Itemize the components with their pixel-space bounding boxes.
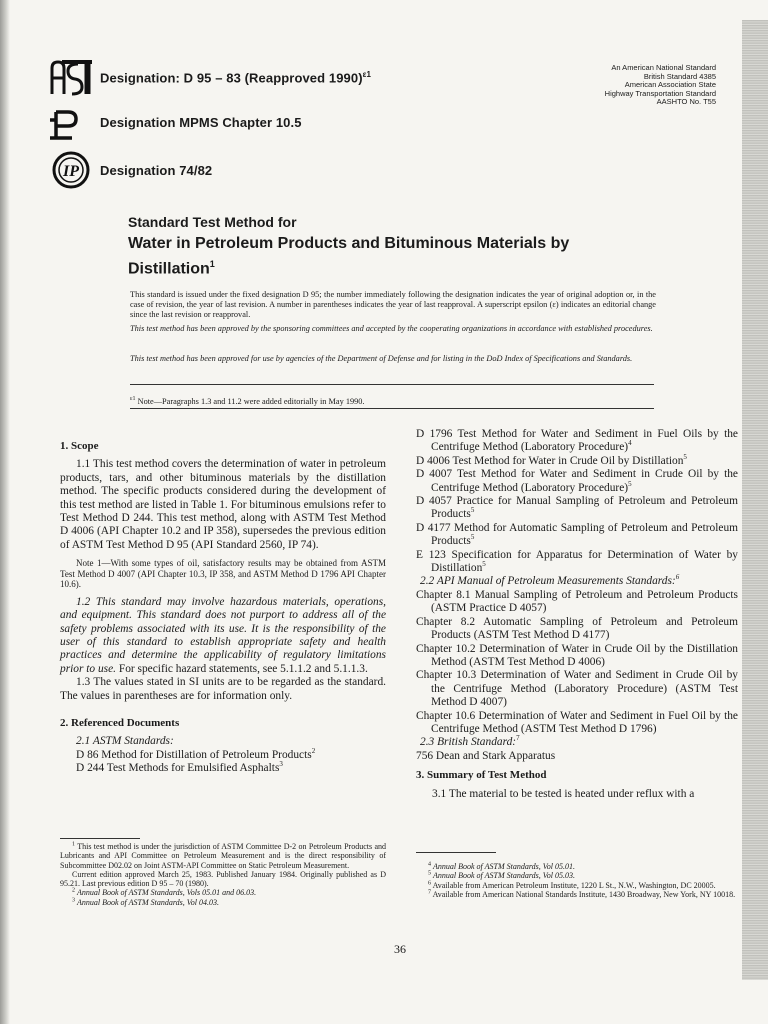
preamble-approval: This test method has been approved by the sponsoring committees and accepted by the cooperating organizations in accordance with established procedures. (130, 324, 653, 333)
astm-designation: Designation: D 95 – 83 (Reapproved 1990)$^{\varepsilon 1}$ (100, 70, 372, 86)
national-standard-line: AASHTO No. T55 (656, 97, 716, 107)
paragraph-1-2: 1.2 This standard may involve hazardous materials, operations, and equipment. This standard does not purport to address all of the safety problems associated with its use. It is the responsibility of the user of this standard to establish appropriate safety and health practices and determine the applicability of regulatory limitations prior to use. For specific hazard statements, see 5.1.1.2 and 5.1.1.3. (60, 595, 386, 675)
reference-bs756: 756 Dean and Stark Apparatus (416, 749, 556, 762)
title-line-3: Distillation$^1$ (128, 259, 215, 278)
footnote-5: $^5$ Annual Book of ASTM Standards, Vol 05.03. (428, 870, 575, 881)
section-scope-heading: 1. Scope (60, 440, 99, 452)
api-manual-subheading: 2.2 API Manual of Petroleum Measurements Standards:$^6$ (420, 573, 680, 588)
astm-logo-icon (48, 58, 94, 98)
footnotes-left (60, 842, 386, 907)
section-summary-heading: 3. Summary of Test Method (416, 769, 547, 782)
national-standard-line: An American National Standard (611, 63, 716, 72)
reference-d4057: D 4057 Practice for Manual Sampling of Petroleum and Petroleum Products$^5$ (416, 495, 738, 521)
paragraph-3-1: 3.1 The material to be tested is heated under reflux with a (432, 787, 695, 800)
scan-edge-left (0, 0, 10, 1024)
footnote-rule-left (60, 838, 140, 839)
footnote-6: $^6$ Available from American Petroleum Institute, 1220 L St., N.W., Washington, DC 20005. (428, 879, 716, 890)
footnote-rule-right (416, 852, 496, 853)
note-1: Note 1—With some types of oil, satisfactory results may be obtained from ASTM Test Method D 4007 (API Chapter 10.3, IP 358, and ASTM Method D 1796 API Chapter 10.6). (60, 558, 386, 590)
right-column (416, 428, 738, 801)
british-standard-subheading: 2.3 British Standard:$^7$ (420, 734, 520, 749)
footnotes-right (416, 862, 738, 899)
title-line-2: Water in Petroleum Products and Bituminous Materials by (128, 235, 570, 252)
national-standard-block (605, 64, 716, 107)
paragraph-1-3: 1.3 The values stated in SI units are to be regarded as the standard. The values in parentheses are for information only. (60, 676, 386, 702)
reference-d4177: D 4177 Method for Automatic Sampling of Petroleum and Petroleum Products$^5$ (416, 521, 738, 548)
editorial-note: $^{\varepsilon 1}$ Note—Paragraphs 1.3 and 11.2 were added editorially in May 1990. (130, 396, 365, 406)
api-logo-icon (46, 106, 86, 142)
preamble-paragraph: This standard is issued under the fixed designation D 95; the number immediately following the designation indicates the year of original adoption or, in the case of revision, the year of last revision. A number in parentheses indicates the year of last reapproval. A superscript epsilon (ε) indicates an editorial change since the last revision or reapproval. (130, 290, 656, 319)
reference-d4007: D 4007 Test Method for Water and Sediment in Crude Oil by the Centrifuge Method (Laboratory Procedure)$^5$ (416, 468, 738, 494)
reference-d86: D 86 Method for Distillation of Petroleum Products$^2$ (76, 747, 316, 761)
reference-chapter-8-2: Chapter 8.2 Automatic Sampling of Petroleum and Petroleum Products (ASTM Test Method D 4177) (416, 615, 738, 642)
footnote-2: $^2$ Annual Book of ASTM Standards, Vols 05.01 and 06.03. (72, 887, 257, 898)
national-standard-line: Highway Transportation Standard (604, 88, 716, 98)
reference-chapter-10-2: Chapter 10.2 Determination of Water in Crude Oil by the Distillation Method (ASTM Test Method D 4006) (416, 642, 738, 668)
reference-d1796: D 1796 Test Method for Water and Sediment in Fuel Oils by the Centrifuge Method (Laboratory Procedure)$^4$ (416, 428, 738, 454)
preamble-dod: This test method has been approved for use by agencies of the Department of Defense and for listing in the DoD Index of Specifications and Standards. (130, 354, 633, 363)
reference-chapter-8-1: Chapter 8.1 Manual Sampling of Petroleum and Petroleum Products (ASTM Practice D 4057) (416, 588, 738, 615)
title-line-1: Standard Test Method for (128, 214, 297, 230)
mpms-designation: Designation MPMS Chapter 10.5 (100, 115, 302, 130)
left-column (60, 430, 386, 776)
preamble-rule (130, 384, 654, 385)
national-standard-line: British Standard 4385 (643, 71, 716, 81)
svg-text:IP: IP (63, 163, 79, 180)
national-standard-line: American Association State (624, 80, 716, 90)
reference-chapter-10-6: Chapter 10.6 Determination of Water and Sediment in Fuel Oil by the Centrifuge Method (ASTM Test Method D 1796) (416, 709, 738, 735)
footnote-4: $^4$ Annual Book of ASTM Standards, Vol 05.01. (428, 861, 575, 871)
ip-designation: Designation 74/82 (100, 163, 213, 178)
reference-d244: D 244 Test Methods for Emulsified Asphalts$^3$ (76, 760, 283, 775)
footnote-1-edition: Current edition approved March 25, 1983. Published January 1984. Originally published as D 95.21. Last previous edition D 95 – 70 (1980). (60, 869, 386, 889)
preamble-rule-bottom (130, 408, 654, 409)
reference-d4006: D 4006 Test Method for Water in Crude Oil by Distillation$^5$ (416, 453, 687, 467)
astm-standards-subheading: 2.1 ASTM Standards: (76, 735, 174, 748)
scan-edge-right (742, 20, 768, 980)
footnote-7: $^7$ Available from American National Standards Institute, 1430 Broadway, New York, NY 10018. (428, 889, 736, 899)
reference-chapter-10-3: Chapter 10.3 Determination of Water and Sediment in Crude Oil by the Centrifuge Method (Laboratory Procedure) (ASTM Test Method D 4007) (416, 669, 738, 709)
page-number: 36 (394, 942, 406, 956)
reference-e123: E 123 Specification for Apparatus for Determination of Water by Distillation$^5$ (416, 548, 738, 575)
document-title (128, 212, 648, 279)
paragraph-1-1: 1.1 This test method covers the determination of water in petroleum products, tars, and other bituminous materials by the distillation method. The specific products considered during the development of this test method are listed in Table 1. For bituminous emulsions refer to Test Method D 244. This test method, along with ASTM Test Method D 4006 (API Chapter 10.2 and IP 358), supersedes the previous edition of ASTM Test Method D 95 (API Standard 2560, IP 74). (60, 458, 386, 551)
ip-logo-icon (50, 150, 92, 190)
section-referenced-documents-heading: 2. Referenced Documents (60, 717, 180, 729)
footnote-1: $^1$ This test method is under the jurisdiction of ASTM Committee D-2 on Petroleum Products and Lubricants and API Committee on Petroleum Measurement and is the direct responsibility of Subcommittee D02.02 on Joint ASTM-API Committee on Static Petroleum Measurement. (60, 841, 386, 870)
footnote-3: $^3$ Annual Book of ASTM Standards, Vol 04.03. (72, 897, 219, 907)
